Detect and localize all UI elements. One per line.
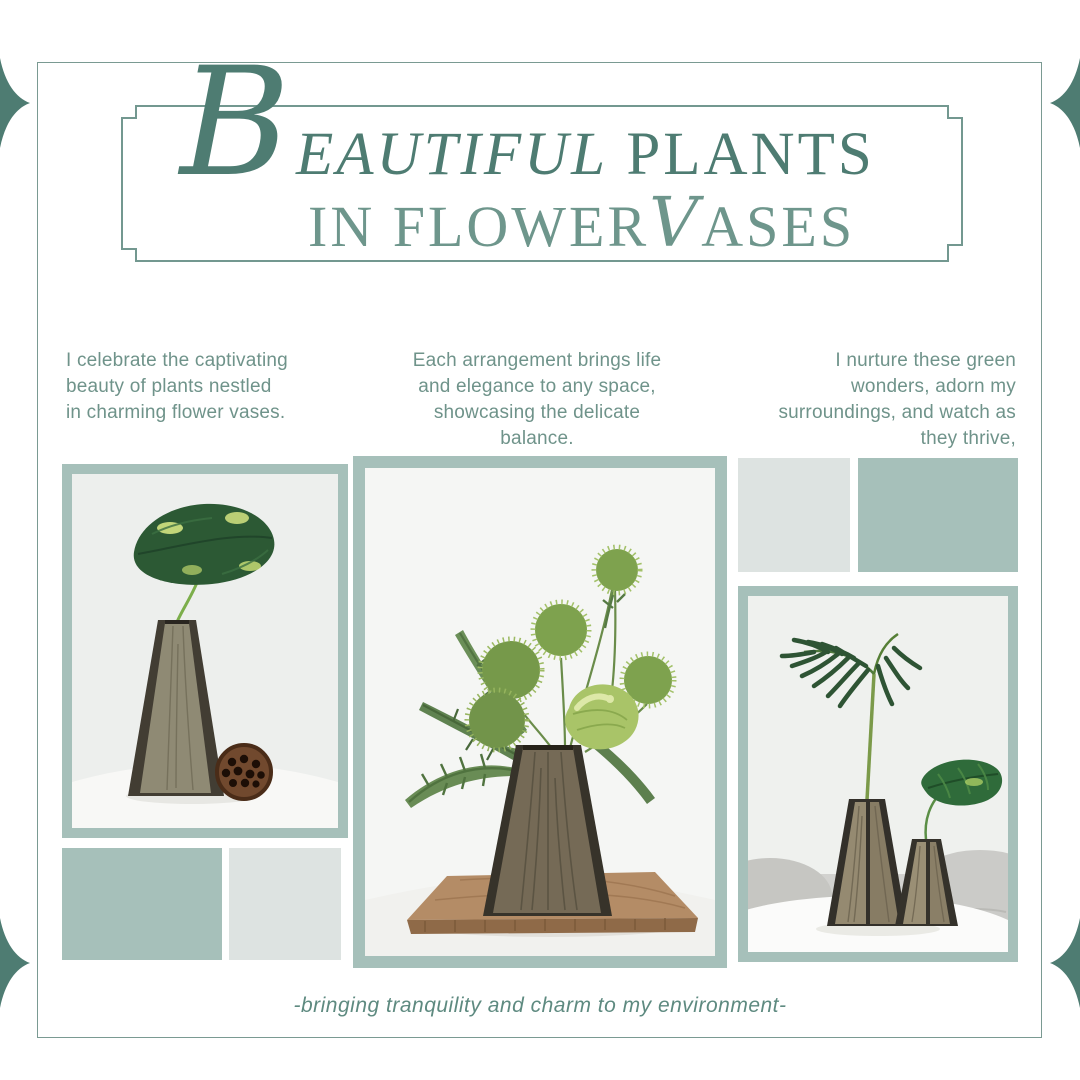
footer-caption: -bringing tranquility and charm to my environment- [293, 994, 787, 1017]
paragraph-middle: Each arrangement brings life and elegance to any space, showcasing the delicate balance. [412, 350, 662, 449]
page-title-line2 [308, 184, 856, 263]
middle-photo-frame [353, 456, 727, 968]
middle-photo-illustration [365, 468, 715, 956]
page-title-line1 [296, 121, 875, 188]
paragraph-right: I nurture these green wonders, adorn my surroundings, and watch as they thrive, [778, 350, 1016, 449]
title-line2-pre: IN FLOWER [308, 194, 650, 259]
paragraph-left: I celebrate the captivating beauty of plants nestled in charming flower vases. [66, 350, 288, 423]
right-photo-frame [738, 586, 1018, 962]
right-photo-illustration [748, 596, 1008, 952]
left-photo-illustration [72, 474, 338, 828]
color-block-sage [62, 848, 222, 960]
color-block-gray [738, 458, 850, 572]
color-block-gray [229, 848, 341, 960]
color-block-sage [858, 458, 1018, 572]
left-photo-frame [62, 464, 348, 838]
corner-sparkle-icon [0, 58, 30, 148]
title-word2: PLANTS [608, 121, 875, 188]
title-word1: EAUTIFUL [296, 121, 609, 188]
corner-sparkle-icon [1050, 58, 1080, 148]
title-script-v: V [649, 184, 702, 263]
title-script-initial: B [180, 36, 291, 210]
lotus-pod [217, 745, 271, 799]
title-line2-post: ASES [701, 194, 856, 259]
